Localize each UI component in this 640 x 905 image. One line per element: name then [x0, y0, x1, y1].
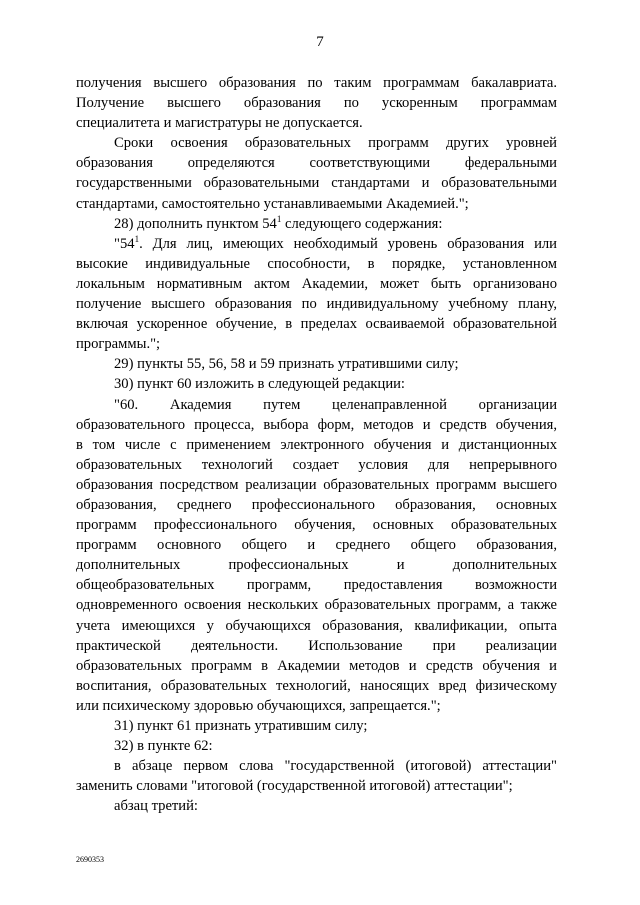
- text-line: "60. Академия путем целенаправленной организации: [114, 396, 557, 413]
- text-line: локальным нормативным актом Академии, может быть организовано: [76, 275, 557, 292]
- text-line: или психическому здоровью обучающихся, запрещается.";: [76, 697, 441, 714]
- page-number: 7: [316, 34, 324, 50]
- text-line: заменить словами "итоговой (государственной итоговой) аттестации";: [76, 778, 513, 795]
- clause-62-third-paragraph: абзац третий:: [114, 798, 198, 815]
- text-line: образовательных программ в Академии методов и средств обучения и: [76, 657, 557, 674]
- text-line: образования, среднего профессионального образования, основных: [76, 496, 557, 513]
- amendment-item-30: 30) пункт 60 изложить в следующей редакции:: [114, 376, 405, 393]
- text-line: программы.";: [76, 336, 161, 353]
- text-line: дополнительных профессиональных и дополнительных: [76, 557, 557, 574]
- amendment-item-32: 32) в пункте 62:: [114, 738, 213, 755]
- text-line: общеобразовательных программ, предоставления возможности: [76, 577, 557, 594]
- clause-54-1: [76, 234, 557, 355]
- text-line: государственными образовательными стандартами и образовательными: [76, 175, 557, 192]
- paragraph-terms: [76, 133, 557, 213]
- text-line: включая ускоренное обучение, в пределах осваиваемой образовательной: [76, 316, 557, 333]
- text-line: воспитания, образовательных технологий, наносящих вред физическому: [76, 677, 557, 694]
- text-line: стандартами, самостоятельно устанавливаемыми Академией.";: [76, 195, 469, 212]
- text-line: программ профессионального обучения, основных образовательных: [76, 517, 557, 534]
- amendment-item-31: 31) пункт 61 признать утратившим силу;: [114, 718, 368, 734]
- clause-60: [76, 395, 557, 717]
- text-line: в абзаце первом слова "государственной (итоговой) аттестации": [114, 758, 557, 775]
- text-line: специалитета и магистратуры не допускается.: [76, 115, 363, 132]
- text-line: получение высшего образования по индивидуальному учебному плану,: [76, 296, 557, 313]
- document-code: 2690353: [76, 855, 104, 864]
- text-line: одновременного освоения нескольких образовательных программ, а также: [76, 597, 557, 614]
- text-line: образования определяются соответствующими федеральными: [76, 155, 557, 172]
- text-line: практической деятельности. Использование при реализации: [76, 637, 557, 654]
- amendment-item-29: 29) пункты 55, 56, 58 и 59 признать утратившими силу;: [114, 356, 459, 373]
- amendment-item-28: 28) дополнить пунктом $54^1$ следующего содержания:: [114, 213, 443, 232]
- text-line: образования посредством реализации образовательных программ высшего: [76, 476, 557, 493]
- paragraph-continuation: [76, 73, 557, 133]
- text-line: Получение высшего образования по ускоренным программам: [76, 95, 557, 112]
- text-line: учета имеющихся у обучающихся образования, квалификации, опыта: [76, 617, 557, 634]
- text-line: получения высшего образования по таким программам бакалавриата.: [76, 75, 557, 91]
- text-line: образовательного процесса, выбора форм, методов и средств обучения,: [76, 416, 557, 433]
- text-line: программ основного общего и среднего общего образования,: [76, 537, 557, 554]
- text-line: Сроки освоения образовательных программ других уровней: [114, 135, 557, 152]
- text-line: образовательных технологий создает условия для непрерывного: [76, 456, 557, 473]
- text-line: высокие индивидуальные способности, в порядке, установленном: [76, 255, 557, 272]
- document-body: [76, 73, 557, 816]
- text-line: в том числе с применением электронного обучения и дистанционных: [76, 436, 557, 453]
- text-line: "$54^1$. Для лиц, имеющих необходимый уровень образования или: [114, 233, 557, 252]
- clause-62-first-paragraph: [76, 756, 557, 796]
